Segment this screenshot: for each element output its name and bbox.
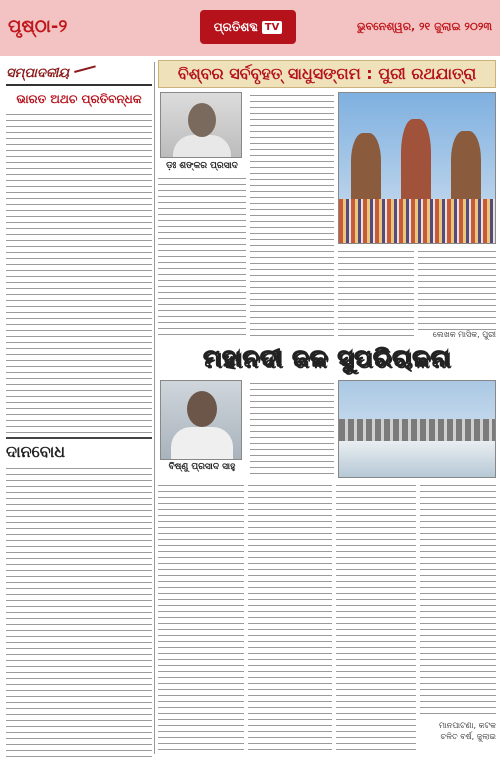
article2-headline — [158, 340, 496, 376]
rath-yatra-photo — [338, 92, 496, 244]
author1-photo — [160, 92, 242, 158]
author2-photo — [160, 380, 242, 460]
article2-body-col3 — [336, 482, 416, 754]
article1-byline: ଲେଖକ ମାସିକ, ପୁରୀ — [432, 330, 496, 339]
brand-name: ପ୍ରତିଶବ୍ଦ — [213, 19, 258, 34]
column-divider — [154, 62, 155, 754]
editorial-column — [6, 62, 152, 752]
article2-headline-text: ମହାନଦୀ ଜଳ ସୁପରିଚାଳନା — [203, 344, 451, 372]
second-editorial-title: ଦାନବୋଧ — [6, 437, 152, 462]
article1-body-col3 — [338, 248, 414, 336]
article2-body-col2 — [248, 482, 332, 754]
dam-photo — [338, 380, 496, 478]
editorial-headline: ଭାରତ ଅଥଚ ପ୍ରତିବନ୍ଧକ — [16, 92, 142, 106]
article2-intro — [250, 380, 334, 476]
signoff-line2: ଚଳିତ ବର୍ଷ, ଜୁଲାଇ — [440, 732, 496, 741]
page-number: ପୃଷ୍ଠା-୨ — [8, 16, 68, 37]
article1-body-col2 — [250, 92, 334, 336]
issue-date: ଭୁବନେଶ୍ୱର, ୨୧ ଜୁଲାଇ ୨୦୨୩ — [356, 20, 492, 33]
editorial-label: ସମ୍ପାଦକୀୟ — [6, 65, 69, 81]
masthead — [0, 0, 500, 56]
article1-headline: ବିଶ୍ବର ସର୍ବବୃହତ୍ ସାଧୁସଙ୍ଗମ : ପୁରୀ ରଥଯାତ୍ରା — [158, 60, 496, 88]
article2-body-col4 — [420, 482, 496, 718]
editorial-logo — [6, 62, 152, 86]
article2-author: ବିଷ୍ଣୁ ପ୍ରସାଦ ସାହୁ — [168, 462, 236, 472]
brand-tv: TV — [262, 21, 283, 34]
article1-author: ଡ଼ଃ ଶଙ୍କର ପ୍ରସାଦ — [166, 161, 238, 171]
editorial-body — [6, 111, 152, 433]
brand-logo — [200, 10, 296, 44]
second-editorial-body — [6, 465, 152, 758]
article1-body-col1 — [158, 175, 246, 335]
pen-icon — [74, 65, 98, 80]
article1-body-col4 — [418, 248, 496, 330]
signoff-line1: ମାନପାଟଣା, କଟକ — [439, 721, 496, 730]
article2-signoff — [420, 720, 496, 742]
article2-body-col1 — [158, 482, 244, 754]
